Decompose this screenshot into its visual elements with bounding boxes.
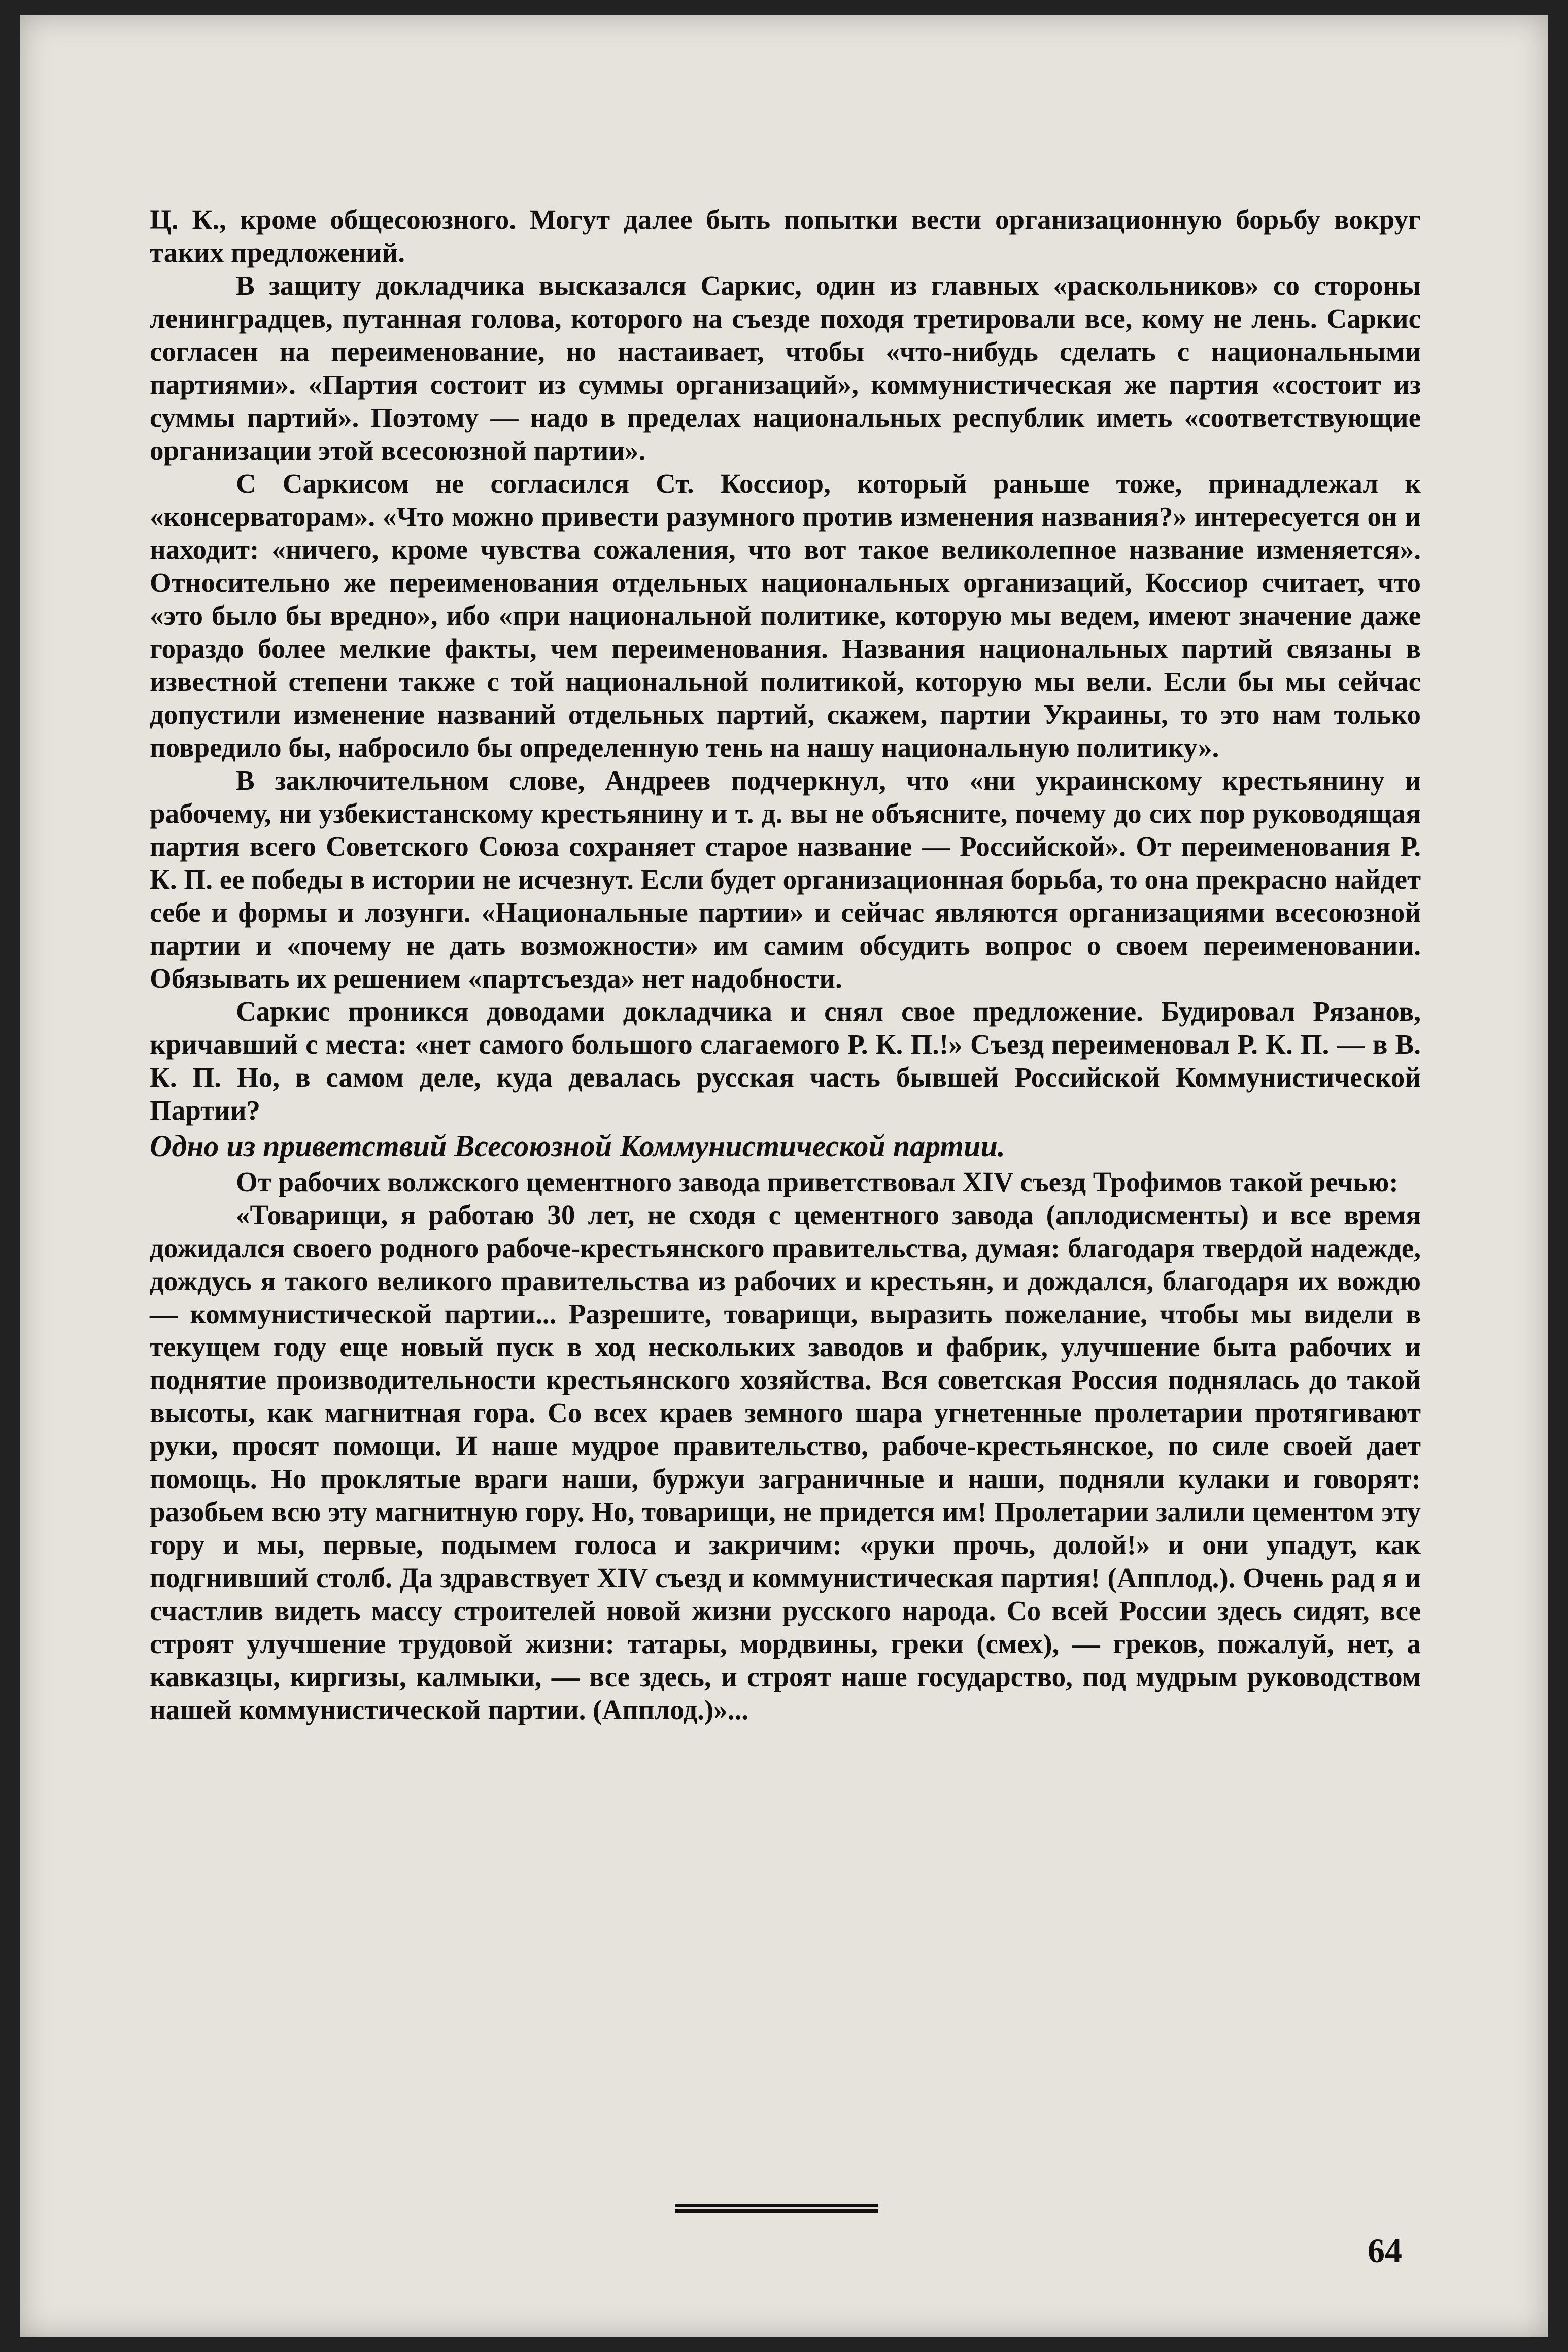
- paragraph-4: В заключительном слове, Андреев подчеркнул, что «ни украинскому крестьянину и рабочему, ни узбекистанскому крестьянину и т. д. вы не объясните, почему до сих пор руководящая партия всего Советского Союза сохраняет старое название — Российской». От переименования Р. К. П. ее победы в истории не исчезнут. Если будет организационная борьба, то она прекрасно найдет себе и формы и лозунги. «Национальные партии» и сейчас являются организациями всесоюзной партии и «почему не дать возможности» им самим обсудить вопрос о своем переименовании. Обязывать их решением «партсъезда» нет надобности.: [150, 765, 1421, 994]
- paragraph-1: Ц. К., кроме общесоюзного. Могут далее быть попытки вести организационную борьбу вокруг таких предложений.: [150, 204, 1421, 268]
- body-text: [150, 203, 1421, 1726]
- paragraph-5: Саркис проникся доводами докладчика и снял свое предложение. Будировал Рязанов, кричавший с места: «нет самого большого слагаемого Р. К. П.!» Съезд переименовал Р. К. П. — в В. К. П. Но, в самом деле, куда девалась русская часть бывшей Российской Коммунистической Партии?: [150, 996, 1421, 1126]
- section-heading: Одно из приветствий Всесоюзной Коммунистической партии.: [150, 1129, 1005, 1163]
- book-page: [20, 15, 1548, 2337]
- paragraph-6: От рабочих волжского цементного завода приветствовал XIV съезд Трофимов такой речью:: [236, 1166, 1399, 1197]
- paragraph-3: С Саркисом не согласился Ст. Коссиор, который раньше тоже, принадлежал к «консерваторам». «Что можно привести разумного против изменения названия?» интересуется он и находит: «ничего, кроме чувства сожаления, что вот такое великолепное название изменяется». Относительно же переименования отдельных национальных организаций, Коссиор считает, что «это было бы вредно», ибо «при национальной политике, которую мы ведем, имеют значение даже гораздо более мелкие факты, чем переименования. Названия национальных партий связаны в известной степени также с той национальной политикой, которую мы вели. Если бы мы сейчас допустили изменение названий отдельных партий, скажем, партии Украины, то это нам только повредило бы, набросило бы определенную тень на нашу национальную политику».: [150, 468, 1421, 763]
- page-number: 64: [1368, 2231, 1402, 2270]
- paragraph-2: В защиту докладчика высказался Саркис, один из главных «раскольников» со стороны ленинградцев, путанная голова, которого на съезде походя третировали все, кому не лень. Саркис согласен на переименование, но настаивает, чтобы «что-нибудь сделать с национальными партиями». «Партия состоит из суммы организаций», коммунистическая же партия «состоит из суммы партий». Поэтому — надо в пределах национальных республик иметь «соответствующие организации этой всесоюзной партии».: [150, 270, 1421, 466]
- paragraph-7: «Товарищи, я работаю 30 лет, не сходя с цементного завода (аплодисменты) и все время дожидался своего родного рабоче-крестьянского правительства, думая: благодаря твердой надежде, дождусь я такого великого правительства из рабочих и крестьян, и дождался, благодаря их вождю — коммунистической партии... Разрешите, товарищи, выразить пожелание, чтобы мы видели в текущем году еще новый пуск в ход нескольких заводов и фабрик, улучшение быта рабочих и поднятие производительности крестьянского хозяйства. Вся советская Россия поднялась до такой высоты, как магнитная гора. Со всех краев земного шара угнетенные пролетарии протягивают руки, просят помощи. И наше мудрое правительство, рабоче-крестьянское, по силе своей дает помощь. Но проклятые враги наши, буржуи заграничные и наши, подняли кулаки и говорят: разобьем всю эту магнитную гору. Но, товарищи, не придется им! Пролетарии залили цементом эту гору и мы, первые, подымем голоса и закричим: «руки прочь, долой!» и они упадут, как подгнивший столб. Да здравствует XIV съезд и коммунистическая партия! (Апплод.). Очень рад я и счастлив видеть массу строителей новой жизни русского народа. Со всей России здесь сидят, все строят улучшение трудовой жизни: татары, мордвины, греки (смех), — греков, пожалуй, нет, а кавказцы, киргизы, калмыки, — все здесь, и строят наше государство, под мудрым руководством нашей коммунистической партии. (Апплод.)»...: [150, 1199, 1421, 1725]
- section-divider: [675, 2204, 878, 2213]
